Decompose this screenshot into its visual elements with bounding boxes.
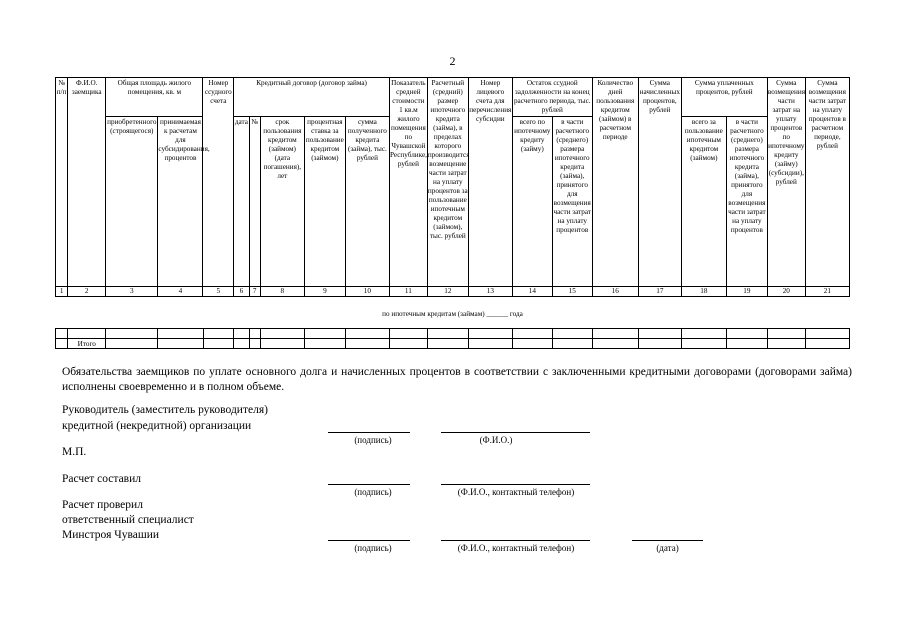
checked-by-line1: Расчет проверил — [62, 499, 143, 511]
column-number: 8 — [260, 287, 304, 297]
compiled-fio-caption: (Ф.И.О., контактный телефон) — [457, 487, 575, 497]
column-number: 20 — [767, 287, 805, 297]
checked-fio-caption: (Ф.И.О., контактный телефон) — [457, 543, 575, 553]
head-signature-caption: (подпись) — [354, 435, 392, 445]
header-interest-rate: процентная ставка за пользование кредитом (займом) — [304, 117, 345, 287]
table-row — [56, 329, 850, 339]
table-subtitle: по ипотечным кредитам (займам) ______ года — [382, 310, 523, 318]
column-number: 21 — [805, 287, 849, 297]
column-number: 10 — [345, 287, 389, 297]
header-paid-total: всего за пользование ипотечным кредитом (займом) — [681, 117, 726, 287]
checked-by-line2: ответственный специалист — [62, 514, 194, 526]
header-balance-total: всего по ипотечному кредиту (займу) — [512, 117, 552, 287]
column-number: 3 — [106, 287, 158, 297]
header-borrower-name: Ф.И.О. заемщика — [68, 78, 106, 287]
column-number: 13 — [468, 287, 512, 297]
header-loan-term: срок пользования кредитом (займом) (дата погашения), лет — [260, 117, 304, 287]
column-number: 17 — [638, 287, 681, 297]
column-number: 12 — [427, 287, 468, 297]
header-loan-account: Номер ссудного счета — [203, 78, 234, 287]
column-number: 18 — [681, 287, 726, 297]
column-number: 6 — [234, 287, 249, 297]
header-balance-calculated: в части расчетного (среднего) размера ипотечного кредита (займа), принятого для возмещения части затрат на уплату процентов — [552, 117, 592, 287]
total-row — [56, 339, 850, 349]
header-days-count: Количество дней пользования кредитом (займом) в расчетном периоде — [592, 78, 638, 287]
stamp-place: М.П. — [62, 446, 87, 458]
header-avg-cost-per-sqm: Показатель средней стоимости 1 кв.м жилого помещения по Чувашской Республике, рублей — [389, 78, 427, 287]
column-number: 14 — [512, 287, 552, 297]
header-area-group: Общая площадь жилого помещения, кв. м — [106, 78, 203, 117]
header-area-accepted: принимаемая к расчетам для субсидирования, процентов — [158, 117, 203, 287]
checked-signature-line — [328, 540, 410, 541]
head-title-line1: Руководитель (заместитель руководителя) — [62, 404, 268, 416]
checked-fio-line — [441, 540, 590, 541]
compiled-fio-line — [441, 484, 590, 485]
checked-date-line — [632, 540, 703, 541]
column-number: 16 — [592, 287, 638, 297]
compiled-signature-line — [328, 484, 410, 485]
column-number: 5 — [203, 287, 234, 297]
header-personal-account: Номер лицевого счета для перечисления субсидии — [468, 78, 512, 287]
header-period-compensation: Сумма возмещения части затрат на уплату процентов в расчетном периоде, рублей — [805, 78, 849, 287]
column-number: 11 — [389, 287, 427, 297]
checked-by-line3: Минстроя Чувашии — [62, 529, 160, 541]
checked-date-caption: (дата) — [656, 543, 679, 553]
obligations-statement: Обязательства заемщиков по уплате основного долга и начисленных процентов в соответствии с заключенными кредитными договорами (договорами займа) исполнены своевременно и в полном объеме. — [62, 366, 852, 393]
header-balance-group: Остаток ссудной задолженности на конец расчетного периода, тыс. рублей — [512, 78, 592, 117]
column-number: 4 — [158, 287, 203, 297]
header-loan-date: дата — [234, 117, 249, 287]
header-subsidy-amount: Сумма возмещения части затрат на уплату процентов по ипотечному кредиту (займу) (субсидии), рублей — [767, 78, 805, 287]
header-loan-number: № — [249, 117, 260, 287]
header-loan-agreement-group: Кредитный договор (договор займа) — [234, 78, 390, 117]
header-row-number: № п/п — [56, 78, 68, 287]
head-title-line2: кредитной (некредитной) организации — [62, 420, 252, 432]
header-paid-interest-group: Сумма уплаченных процентов, рублей — [681, 78, 767, 117]
column-number: 19 — [726, 287, 767, 297]
column-number: 2 — [68, 287, 106, 297]
subsidy-calculation-table — [55, 77, 850, 297]
header-accrued-interest: Сумма начисленных процентов, рублей — [638, 78, 681, 287]
totals-table — [55, 328, 850, 349]
header-loan-amount: сумма полученного кредита (займа), тыс. рублей — [345, 117, 389, 287]
column-number: 9 — [304, 287, 345, 297]
header-area-acquired: приобретенного (строящегося) — [106, 117, 158, 287]
checked-signature-caption: (подпись) — [354, 543, 392, 553]
head-signature-line — [328, 432, 410, 433]
compiled-signature-caption: (подпись) — [354, 487, 392, 497]
page-number: 2 — [449, 54, 456, 68]
column-number: 7 — [249, 287, 260, 297]
column-number: 15 — [552, 287, 592, 297]
head-fio-caption: (Ф.И.О.) — [479, 435, 513, 445]
column-number: 1 — [56, 287, 68, 297]
header-paid-calculated: в части расчетного (среднего) размера ипотечного кредита (займа), принятого для возмещения части затрат на уплату процентов — [726, 117, 767, 287]
head-fio-line — [441, 432, 590, 433]
compiled-by-label: Расчет составил — [62, 473, 142, 485]
total-label: Итого — [68, 339, 106, 349]
header-calculated-loan-size: Расчетный (средний) размер ипотечного кредита (займа), в пределах которого производится возмещение части затрат на уплату процентов за пользование ипотечным кредитом (займом), тыс. рублей — [427, 78, 468, 287]
